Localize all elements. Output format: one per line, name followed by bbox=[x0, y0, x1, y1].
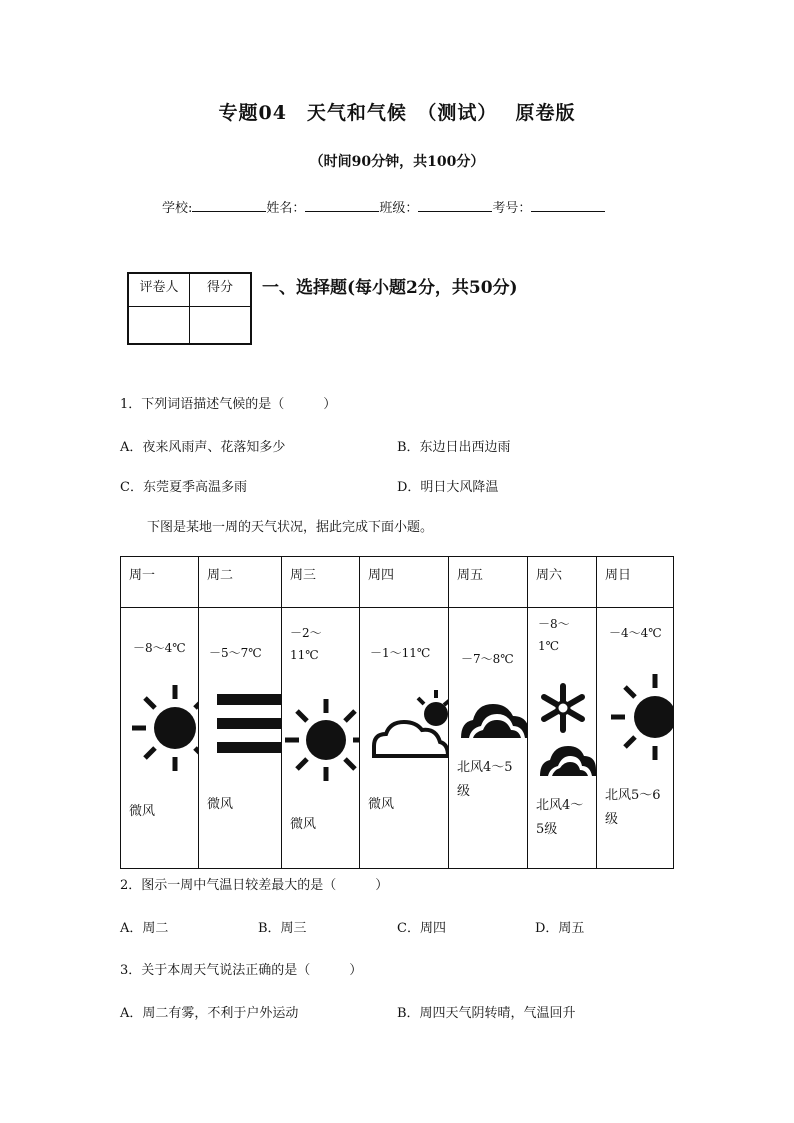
q2-option-c[interactable]: C．周四 bbox=[397, 921, 446, 936]
section-heading: 一、选择题(每小题2分，共50分) bbox=[262, 278, 518, 298]
school-label: 学校: bbox=[162, 201, 193, 216]
day-cell bbox=[528, 608, 597, 869]
q1-option-d[interactable]: D．明日大风降温 bbox=[397, 480, 499, 495]
temperature: －5～7℃ bbox=[209, 646, 262, 660]
q2-option-d[interactable]: D．周五 bbox=[535, 921, 585, 936]
fog-icon bbox=[217, 694, 281, 754]
day-header: 周五 bbox=[449, 557, 528, 608]
temperature: －4～4℃ bbox=[609, 626, 662, 640]
grader-cell[interactable] bbox=[128, 307, 190, 345]
cloud-icon bbox=[538, 738, 596, 778]
name-blank[interactable] bbox=[305, 199, 379, 212]
grader-header: 评卷人 bbox=[128, 273, 190, 307]
weather-body-row bbox=[121, 608, 674, 869]
q3-stem: 3．关于本周天气说法正确的是（ ） bbox=[120, 963, 363, 978]
day-header: 周二 bbox=[199, 557, 282, 608]
q1-option-a[interactable]: A．夜来风雨声、花落知多少 bbox=[120, 440, 286, 455]
temperature: －2～11℃ bbox=[290, 626, 322, 662]
day-cell bbox=[597, 608, 674, 869]
wind: 北风4～5级 bbox=[457, 760, 513, 799]
wind: 北风4～5级 bbox=[536, 798, 584, 837]
cloud-sun-icon bbox=[370, 688, 448, 760]
score-header: 得分 bbox=[190, 273, 252, 307]
day-cell bbox=[360, 608, 449, 869]
sun-icon bbox=[284, 698, 359, 782]
wind: 微风 bbox=[129, 804, 156, 819]
day-header: 周一 bbox=[121, 557, 199, 608]
q2-option-a[interactable]: A．周二 bbox=[120, 921, 169, 936]
score-cell[interactable] bbox=[190, 307, 252, 345]
score-table bbox=[127, 272, 252, 345]
temperature: －7～8℃ bbox=[461, 652, 514, 666]
cloud-icon bbox=[459, 696, 527, 740]
q1-option-c[interactable]: C．东莞夏季高温多雨 bbox=[120, 480, 247, 495]
sun-icon bbox=[131, 683, 198, 773]
weather-table bbox=[120, 556, 674, 869]
number-label: 考号： bbox=[492, 201, 532, 216]
school-blank[interactable] bbox=[192, 199, 266, 212]
intro-text: 下图是某地一周的天气状况，据此完成下面小题。 bbox=[147, 520, 434, 535]
exam-duration: （时间90分钟，共100分） bbox=[309, 154, 485, 170]
page-title: 专题04 天气和气候 （测试） 原卷版 bbox=[218, 102, 576, 124]
snowflake-icon bbox=[538, 683, 588, 733]
wind: 微风 bbox=[290, 817, 317, 832]
day-cell bbox=[282, 608, 360, 869]
number-blank[interactable] bbox=[531, 199, 605, 212]
day-header: 周日 bbox=[597, 557, 674, 608]
day-header: 周三 bbox=[282, 557, 360, 608]
student-info-line bbox=[162, 197, 605, 216]
q2-stem: 2．图示一周中气温日较差最大的是（ ） bbox=[120, 878, 389, 893]
day-cell bbox=[199, 608, 282, 869]
q1-stem: 1．下列词语描述气候的是（ ） bbox=[120, 397, 337, 412]
temperature: －1～11℃ bbox=[370, 646, 431, 660]
q1-option-b[interactable]: B．东边日出西边雨 bbox=[397, 440, 511, 455]
q2-option-b[interactable]: B．周三 bbox=[258, 921, 307, 936]
weather-header-row bbox=[121, 557, 674, 608]
q3-option-a[interactable]: A．周二有雾，不利于户外运动 bbox=[120, 1006, 299, 1021]
day-cell bbox=[449, 608, 528, 869]
sun-icon bbox=[609, 673, 673, 761]
wind: 微风 bbox=[207, 797, 234, 812]
q3-option-b[interactable]: B．周四天气阴转晴，气温回升 bbox=[397, 1006, 576, 1021]
name-label: 姓名： bbox=[266, 201, 306, 216]
day-header: 周四 bbox=[360, 557, 449, 608]
class-label: 班级： bbox=[379, 201, 419, 216]
day-cell bbox=[121, 608, 199, 869]
class-blank[interactable] bbox=[418, 199, 492, 212]
wind: 微风 bbox=[368, 797, 395, 812]
wind: 北风5～6级 bbox=[605, 788, 661, 827]
temperature: －8～1℃ bbox=[538, 617, 570, 653]
day-header: 周六 bbox=[528, 557, 597, 608]
temperature: －8～4℃ bbox=[133, 641, 186, 655]
